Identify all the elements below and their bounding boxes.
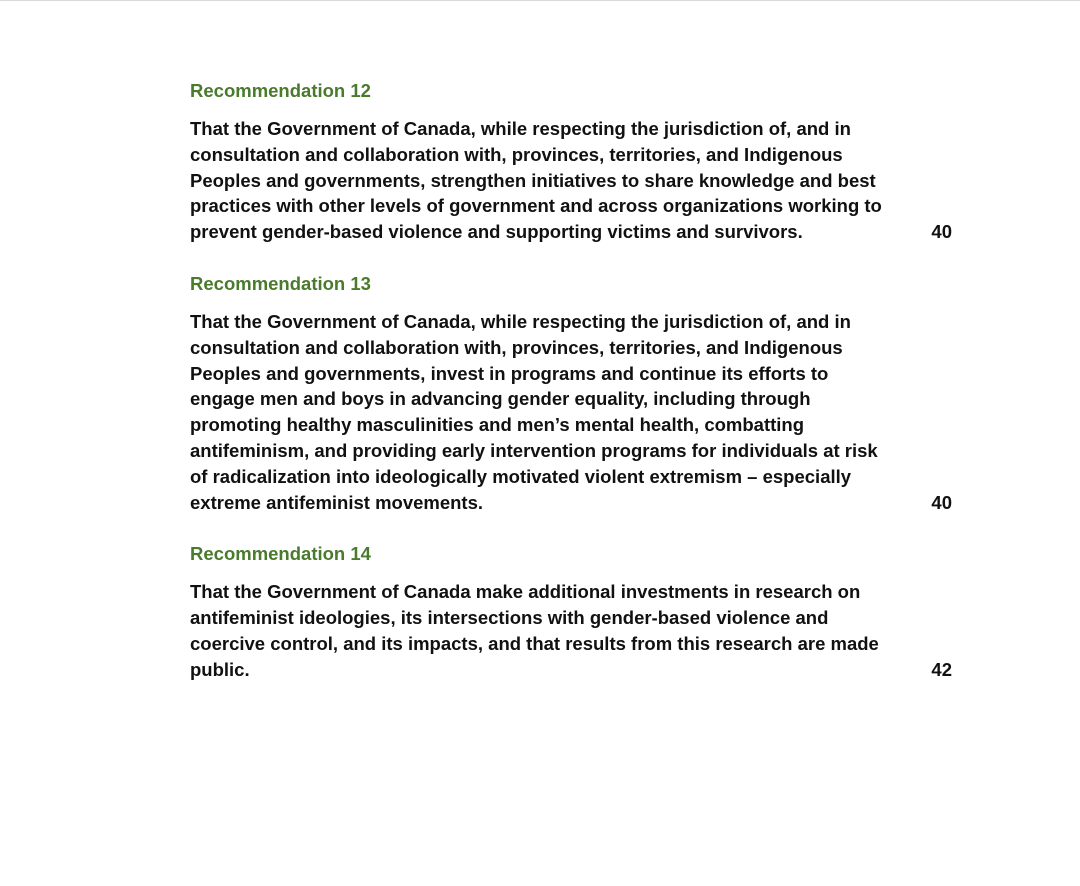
recommendation-heading: Recommendation 14 [190,543,371,565]
recommendation-13 [190,271,960,515]
recommendation-heading: Recommendation 13 [190,272,371,294]
recommendation-text: That the Government of Canada make additional investments in research on antifeminist ideologies, its intersections with gender-based violence and coercive control, and its impacts, and that results from this research are made public. [190,581,879,680]
page-reference: 40 [931,221,952,243]
recommendation-12 [190,78,960,245]
recommendation-text: That the Government of Canada, while respecting the jurisdiction of, and in consultation and collaboration with, provinces, territories, and Indigenous Peoples and governments, strengthen initiatives to share knowledge and best practices with other levels of government and across organizations working to prevent gender-based violence and supporting victims and survivors. [190,118,882,243]
recommendation-14 [190,541,960,682]
recommendation-text: That the Government of Canada, while respecting the jurisdiction of, and in consultation and collaboration with, provinces, territories, and Indigenous Peoples and governments, invest in programs and continue its efforts to engage men and boys in advancing gender equality, including through promoting healthy masculinities and men’s mental health, combatting antifeminism, and providing early intervention programs for individuals at risk of radicalization into ideologically motivated violent extremism – especially extreme antifeminist movements. [190,310,878,513]
page-reference: 42 [931,658,952,680]
recommendation-heading: Recommendation 12 [190,80,371,101]
recommendations-list [190,78,960,683]
top-divider [0,0,1080,1]
page-reference: 40 [931,491,952,513]
